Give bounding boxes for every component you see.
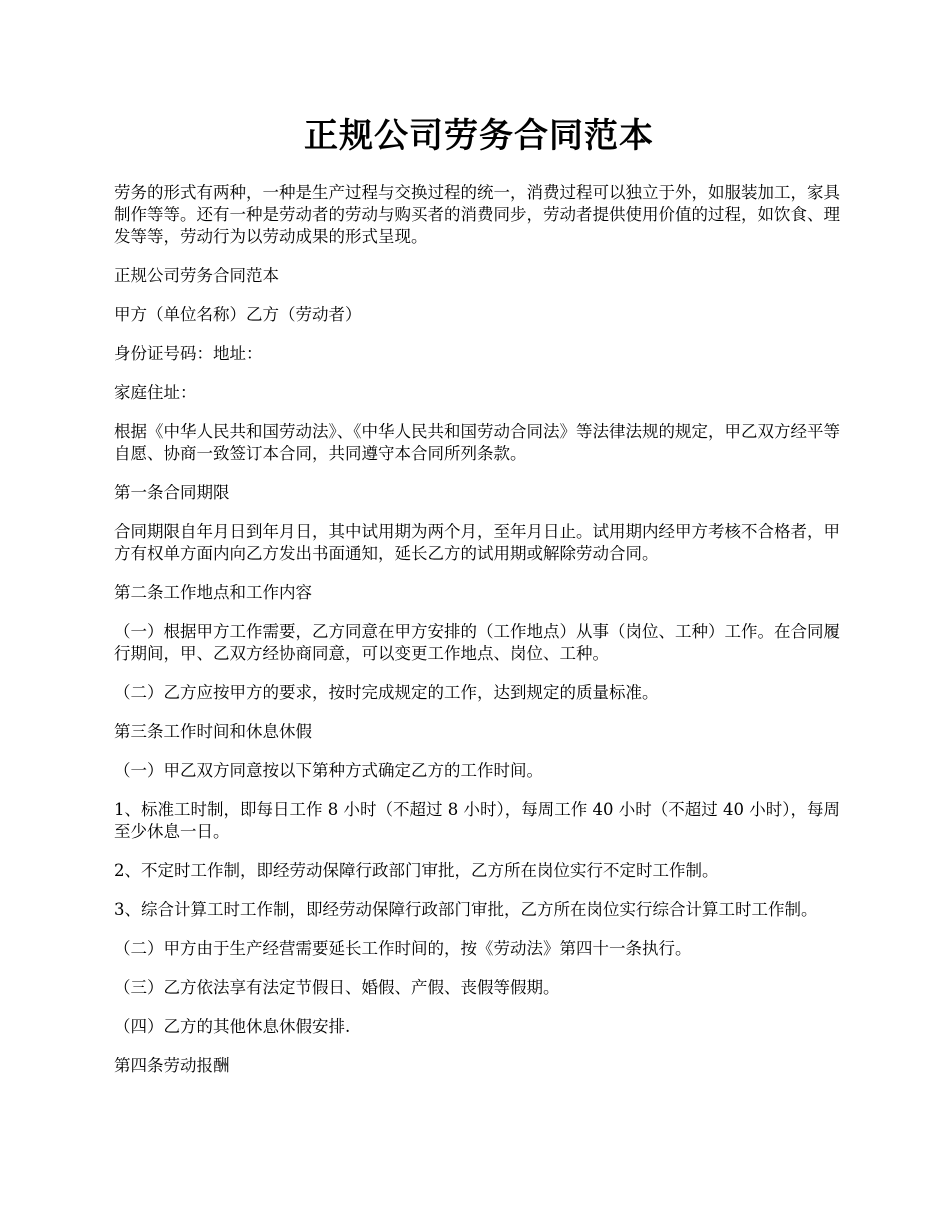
article-3-heading: 第三条工作时间和休息休假: [114, 722, 312, 741]
article-2-clause-1: （一）根据甲方工作需要，乙方同意在甲方安排的（工作地点）从事（岗位、工种）工作。在合同履行期间，甲、乙双方经协商同意，可以变更工作地点、岗位、工种。: [114, 622, 840, 663]
document-page: [114, 110, 844, 1094]
id-address-line: 身份证号码：地址：: [114, 344, 263, 363]
article-1-body: 合同期限自年月日到年月日，其中试用期为两个月，至年月日止。试用期内经甲方考核不合格者，甲方有权单方面内向乙方发出书面通知，延长乙方的试用期或解除劳动合同。: [114, 522, 840, 563]
intro-paragraph: 劳务的形式有两种，一种是生产过程与交换过程的统一，消费过程可以独立于外，如服装加工，家具制作等等。还有一种是劳动者的劳动与购买者的消费同步，劳动者提供使用价值的过程，如饮食、理发等等，劳动行为以劳动成果的形式呈现。: [114, 183, 840, 246]
article-3-clause-4: （四）乙方的其他休息休假安排.: [114, 1017, 351, 1036]
article-2-heading: 第二条工作地点和工作内容: [114, 583, 312, 602]
article-1-heading: 第一条合同期限: [114, 483, 230, 502]
work-hours-option-1: 1、标准工时制，即每日工作 8 小时（不超过 8 小时），每周工作 40 小时（不超过 40 小时），每周至少休息一日。: [114, 800, 840, 841]
article-2-clause-2: （二）乙方应按甲方的要求，按时完成规定的工作，达到规定的质量标准。: [114, 683, 659, 702]
article-3-clause-2: （二）甲方由于生产经营需要延长工作时间的，按《劳动法》第四十一条执行。: [114, 939, 692, 958]
article-3-clause-3: （三）乙方依法享有法定节假日、婚假、产假、丧假等假期。: [114, 978, 560, 997]
contract-heading: 正规公司劳务合同范本: [114, 266, 279, 285]
legal-basis-paragraph: 根据《中华人民共和国劳动法》、《中华人民共和国劳动合同法》等法律法规的规定，甲乙双方经平等自愿、协商一致签订本合同，共同遵守本合同所列条款。: [114, 422, 840, 463]
article-3-clause-1: （一）甲乙双方同意按以下第种方式确定乙方的工作时间。: [114, 761, 543, 780]
home-address-line: 家庭住址：: [114, 383, 197, 402]
work-hours-option-3: 3、综合计算工时工作制，即经劳动保障行政部门审批，乙方所在岗位实行综合计算工时工作制。: [114, 900, 818, 919]
parties-line: 甲方（单位名称）乙方（劳动者）: [114, 305, 362, 324]
work-hours-option-2: 2、不定时工作制，即经劳动保障行政部门审批，乙方所在岗位实行不定时工作制。: [114, 861, 719, 880]
document-title: 正规公司劳务合同范本: [304, 116, 654, 156]
article-4-heading: 第四条劳动报酬: [114, 1056, 230, 1075]
